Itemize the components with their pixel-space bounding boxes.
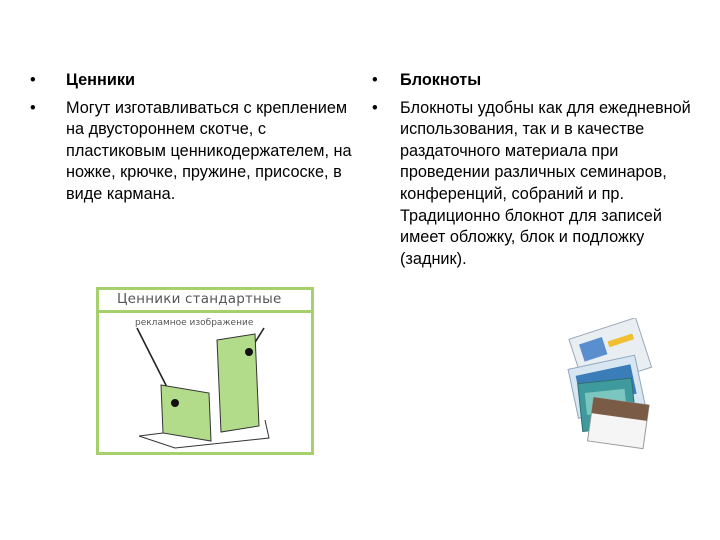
bullet-glyph: • [30,98,36,117]
list-item [366,70,696,92]
bullet-glyph: • [30,71,36,89]
notebooks-description: Блокноты удобны как для ежедневной использования, так и в качестве раздаточного материала при проведении различных семинаров, конференций, собраний и пр. Традиционно блокнот для записей имеет обложку, блок и подложку (задник). [400,98,691,268]
list-item [24,98,364,206]
right-bullet-list [366,70,696,270]
list-item [24,70,364,92]
price-tag-drawing [99,290,311,452]
price-tag-illustration [96,287,314,455]
illustration-subtitle: рекламное изображение [135,318,254,328]
notebooks-heading: Блокноты [400,71,482,89]
bullet-glyph: • [372,98,378,117]
left-column [24,70,364,212]
price-tags-heading: Ценники [66,71,135,89]
right-column [366,70,696,276]
illustration-title: Ценники стандартные [117,291,282,307]
price-tags-description: Могут изготавливаться с креплением на двустороннем скотче, с пластиковым ценникодержателем, на ножке, крючке, пружине, присоске, в виде кармана. [66,98,352,203]
bullet-glyph: • [372,71,378,89]
list-item [366,98,696,271]
left-bullet-list [24,70,364,206]
notebooks-image [555,318,685,458]
